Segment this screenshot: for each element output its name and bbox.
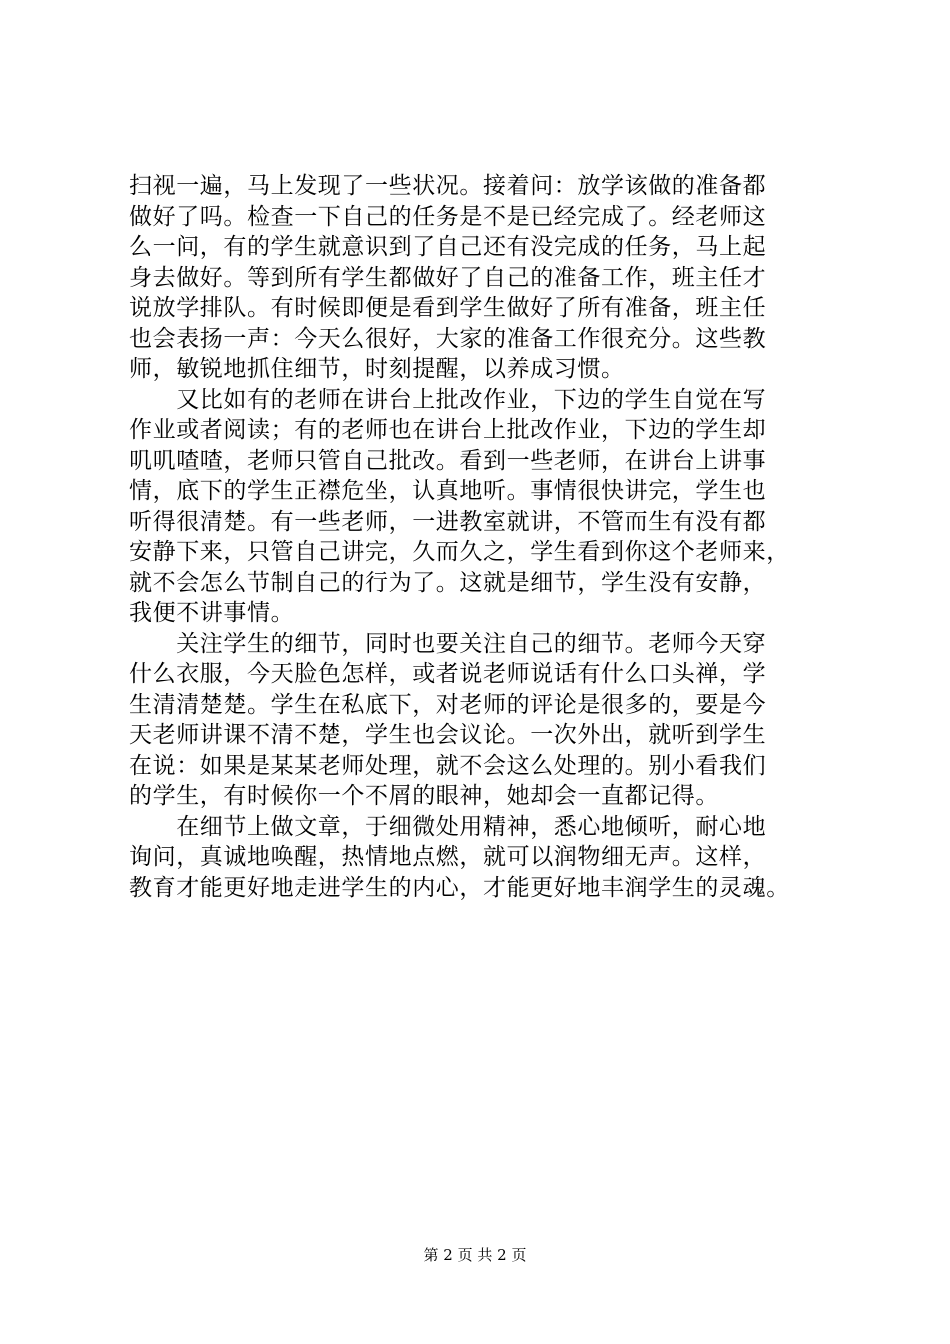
text-line: 的学生，有时候你一个不屑的眼神，她却会一直都记得。 (129, 783, 719, 809)
text-line: 说放学排队。有时候即便是看到学生做好了所有准备，班主任 (129, 295, 767, 321)
text-line: 作业或者阅读；有的老师也在讲台上批改作业，下边的学生却 (129, 417, 767, 443)
text-line: 叽叽喳喳，老师只管自己批改。看到一些老师，在讲台上讲事 (129, 447, 767, 474)
text-line: 关注学生的细节，同时也要关注自己的细节。老师今天穿 (129, 630, 767, 657)
text-line: 做好了吗。检查一下自己的任务是不是已经完成了。经老师这 (129, 203, 767, 230)
text-line: 听得很清楚。有一些老师，一进教室就讲，不管而生有没有都 (129, 508, 767, 535)
text-line: 情，底下的学生正襟危坐，认真地听。事情很快讲完，学生也 (129, 478, 767, 504)
text-line: 也会表扬一声：今天么很好，大家的准备工作很充分。这些教 (129, 325, 767, 352)
page-footer: 第 2 页 共 2 页 (423, 1246, 527, 1264)
body-text (129, 171, 849, 903)
text-line: 教育才能更好地走进学生的内心，才能更好地丰润学生的灵魂。 (129, 874, 790, 901)
text-line: 就不会怎么节制自己的行为了。这就是细节，学生没有安静， (129, 569, 767, 596)
text-line: 安静下来，只管自己讲完，久而久之，学生看到你这个老师来， (129, 539, 790, 565)
text-line: 生清清楚楚。学生在私底下，对老师的评论是很多的，要是今 (129, 691, 767, 718)
text-line: 天老师讲课不清不楚，学生也会议论。一次外出，就听到学生 (129, 722, 767, 748)
text-line: 又比如有的老师在讲台上批改作业，下边的学生自觉在写 (129, 386, 767, 413)
text-line: 么一问，有的学生就意识到了自己还有没完成的任务，马上起 (129, 234, 767, 260)
text-line: 询问，真诚地唤醒，热情地点燃，就可以润物细无声。这样， (129, 844, 767, 870)
text-line: 在说：如果是某某老师处理，就不会这么处理的。别小看我们 (129, 752, 767, 779)
text-line: 师，敏锐地抓住细节，时刻提醒，以养成习惯。 (129, 356, 625, 382)
text-line: 扫视一遍，马上发现了一些状况。接着问：放学该做的准备都 (129, 173, 767, 199)
text-line: 我便不讲事情。 (129, 600, 295, 626)
text-line: 在细节上做文章，于细微处用精神，悉心地倾听，耐心地 (129, 813, 767, 840)
text-line: 什么衣服，今天脸色怎样，或者说老师说话有什么口头禅，学 (129, 661, 767, 687)
text-line: 身去做好。等到所有学生都做好了自己的准备工作，班主任才 (129, 264, 767, 291)
